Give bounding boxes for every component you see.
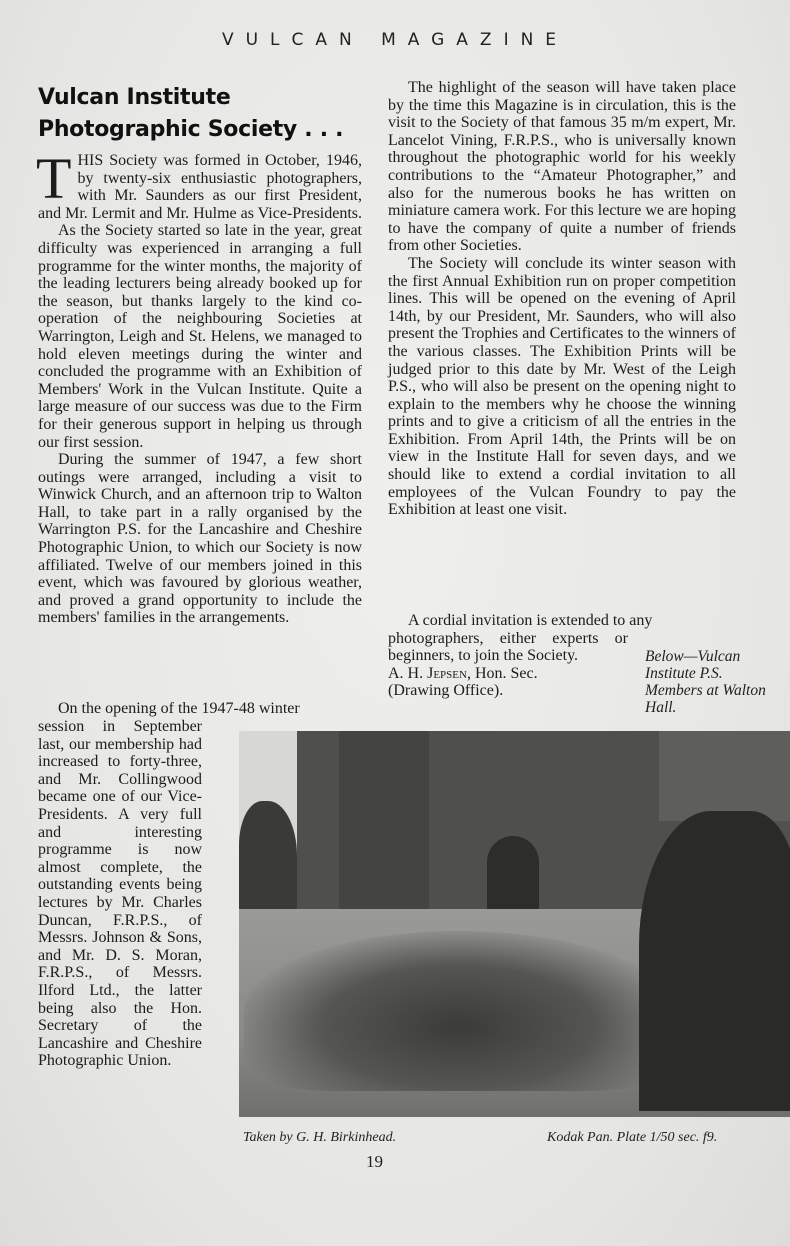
group-photograph (239, 731, 790, 1117)
photo-hall-wing (659, 731, 790, 821)
article-title-line-2: Photographic Society . . . (38, 117, 344, 142)
photo-bush-right (639, 811, 790, 1111)
left-column (36, 146, 363, 627)
photo-picnic-group (244, 931, 674, 1091)
paragraph-intro (36, 146, 363, 222)
signature (388, 665, 628, 683)
article-title-line-1: Vulcan Institute (38, 85, 231, 110)
invitation-text: photographers, either experts or beginners, to join the Society. (388, 629, 628, 665)
paragraph-highlight: The highlight of the season will have taken place by the time this Magazine is in circulation, this is the visit to the Society of that famous 35 m/m expert, Mr. Lancelot Vining, F.R.P.S., who is universally known throughout the photographic world for his weekly contributions to the “Amateur Photographer,” and also for the numerous books he has written on miniature camera work. For this lecture we are hoping to have the company of quite a number of friends from other Societies. (388, 79, 736, 255)
new-session-intro-line: On the opening of the 1947-48 winter (58, 700, 300, 717)
photo-doorway-arch (487, 836, 539, 909)
paragraph-exhibition: The Society will conclude its winter season with the first Annual Exhibition run on proper competition lines. This will be opened on the evening of April 14th, by our President, Mr. Saunders, who will also present the Trophies and Certificates to the winners of the various classes. The Exhibition Prints will be judged prior to this date by Mr. West of the Leigh P.S., who will also be present on the opening night to explain to the members why he choose the winning prints and to give a criticism of all the entries in the Exhibition. From April 14th, the Prints will be on view in the Institute Hall for seven days, and we should like to extend a cordial invitation to all employees of the Vulcan Foundry to pay the Exhibition at least one visit. (388, 254, 736, 519)
photo-tree-left (239, 801, 297, 911)
photo-tower (339, 731, 429, 909)
right-column (388, 79, 736, 519)
drop-cap: T (36, 146, 72, 211)
invitation-first-line: A cordial invitation is extended to any (408, 612, 653, 629)
invitation-block (388, 612, 653, 700)
paragraph-intro-text: HIS Society was formed in October, 1946, by twenty-six enthusiastic photographers, with Mr. Saunders as our first President, and Mr. Lermit and Mr. Hulme as Vice-Presidents. (38, 152, 363, 222)
signature-name: A. H. Jepsen (388, 664, 467, 682)
photo-side-caption: Below—Vulcan Institute P.S. Members at Walton Hall. (645, 648, 766, 716)
paragraph-first-season: As the Society started so late in the year, great difficulty was experienced in arranging a full programme for the winter months, the majority of the leading lecturers being already booked up for the season, but thanks largely to the kind co-operation of the neighbouring Societies at Warrington, Leigh and St. Helens, we managed to hold eleven meetings during the winter and concluded the programme with an Exhibition of Members' Work in the Vulcan Institute. Quite a large measure of our success was due to the Firm for their generous support in helping us through our first session. (38, 222, 362, 451)
running-head: VULCAN MAGAZINE (221, 30, 569, 50)
paragraph-new-session-intro (38, 700, 360, 718)
signature-role: , Hon. Sec. (466, 664, 538, 682)
paragraph-new-session: session in September last, our membership had increased to forty-three, and Mr. Collingwood became one of our Vice-Presidents. A very full and interesting programme is now almost complete, the outstanding events being lectures by Mr. Charles Duncan, F.R.P.S., of Messrs. Johnson & Sons, and Mr. D. S. Moran, F.R.P.S., of Messrs. Ilford Ltd., the latter being also the Hon. Secretary of the Lancashire and Cheshire Photographic Union. (38, 718, 202, 1070)
signature-department: (Drawing Office). (388, 682, 504, 700)
photo-credit: Taken by G. H. Birkinhead. (243, 1130, 397, 1145)
paragraph-summer-outings: During the summer of 1947, a few short outings were arranged, including a visit to Winwick Church, and an afternoon trip to Walton Hall, to take part in a rally organised by the Warrington P.S. for the Lancashire and Cheshire Photographic Union, to which our Society is now affiliated. Twelve of our members joined in this event, which was favoured by glorious weather, and proved a grand opportunity to include the members' families in the arrangements. (38, 451, 362, 627)
article-title (38, 82, 368, 146)
page-number: 19 (366, 1152, 383, 1171)
photo-technical-details: Kodak Pan. Plate 1/50 sec. f9. (547, 1130, 718, 1145)
